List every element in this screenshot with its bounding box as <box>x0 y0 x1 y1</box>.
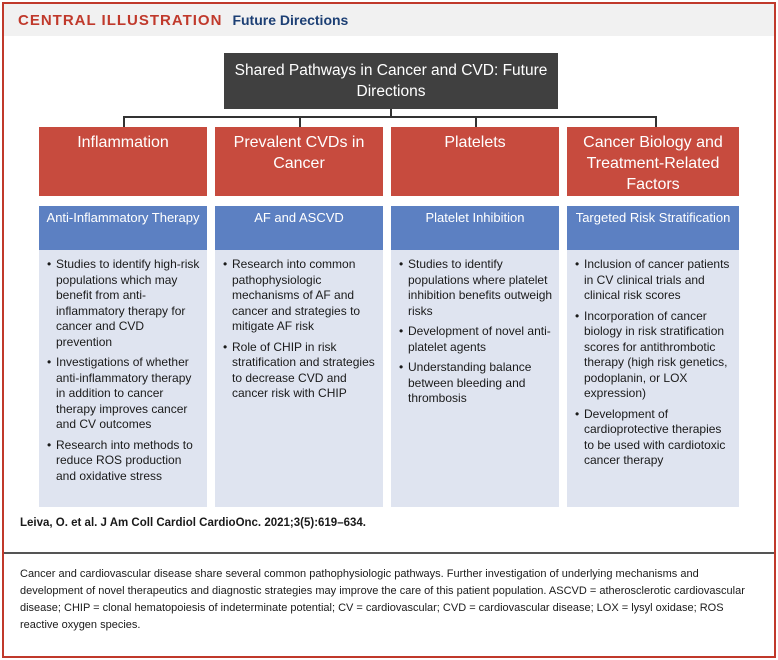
category-cancer-biology: Cancer Biology and Treatment-Related Factors <box>567 127 739 196</box>
connector-drop-2 <box>299 116 301 127</box>
category-prevalent-cvds: Prevalent CVDs in Cancer <box>215 127 383 196</box>
figure-caption: Cancer and cardiovascular disease share several common pathophysiologic pathways. Further investigation of underlying mechanisms and development of novel therapeutics and diagnostic strategies may improve the care of this patient population. ASCVD = atherosclerotic cardiovascular disease; CHIP = clonal hematopoiesis of indeterminate potential; CV = cardiovascular; CVD = cardiovascular disease; LOX = lysyl oxidase; ROS reactive oxygen species. <box>20 568 745 631</box>
bullet-item: • Investigations of whether anti-inflammatory therapy in addition to cancer therapy improves cancer and CV outcomes <box>47 355 201 433</box>
bullet-item: • Incorporation of cancer biology in risk stratification scores for antithrombotic therapy (high risk genetics, podoplanin, or LOX expression) <box>575 309 733 402</box>
main-title-box: Shared Pathways in Cancer and CVD: Future Directions <box>224 53 558 109</box>
subheading-targeted-risk: Targeted Risk Stratification <box>567 206 739 250</box>
header-label: CENTRAL ILLUSTRATION <box>18 11 223 29</box>
divider <box>4 552 774 554</box>
bullet-item: • Inclusion of cancer patients in CV clinical trials and clinical risk scores <box>575 257 733 304</box>
citation: Leiva, O. et al. J Am Coll Cardiol CardioOnc. 2021;3(5):619–634. <box>20 517 366 529</box>
column-body-3 <box>391 250 559 507</box>
bullet-item: • Research into methods to reduce ROS production and oxidative stress <box>47 438 201 485</box>
bullet-list <box>575 257 733 469</box>
bullet-item: • Understanding balance between bleeding and thrombosis <box>399 360 553 407</box>
connector-drop-1 <box>123 116 125 127</box>
connector-horizontal <box>123 116 657 118</box>
bullet-list <box>223 257 377 402</box>
bullet-item: • Research into common pathophysiologic mechanisms of AF and cancer and strategies to mitigate AF risk <box>223 257 377 335</box>
bullet-item: • Studies to identify populations where platelet inhibition benefits outweigh risks <box>399 257 553 319</box>
bullet-item: • Role of CHIP in risk stratification and strategies to decrease CVD and cancer risk with CHIP <box>223 340 377 402</box>
bullet-list <box>399 257 553 407</box>
illustration-header <box>4 4 774 36</box>
header-title: Future Directions <box>232 12 349 28</box>
connector-drop-3 <box>475 116 477 127</box>
bullet-item: • Development of cardioprotective therapies to be used with cardiotoxic cancer therapy <box>575 407 733 469</box>
column-body-2 <box>215 250 383 507</box>
subheading-anti-inflammatory: Anti-Inflammatory Therapy <box>39 206 207 250</box>
bullet-item: • Development of novel anti-platelet agents <box>399 324 553 355</box>
category-inflammation: Inflammation <box>39 127 207 196</box>
bullet-item: • Studies to identify high-risk populations which may benefit from anti-inflammatory therapy for cancer and CVD prevention <box>47 257 201 350</box>
column-body-4 <box>567 250 739 507</box>
bullet-list <box>47 257 201 484</box>
subheading-platelet-inhibition: Platelet Inhibition <box>391 206 559 250</box>
column-body-1 <box>39 250 207 507</box>
subheading-af-ascvd: AF and ASCVD <box>215 206 383 250</box>
connector-drop-4 <box>655 116 657 127</box>
category-platelets: Platelets <box>391 127 559 196</box>
